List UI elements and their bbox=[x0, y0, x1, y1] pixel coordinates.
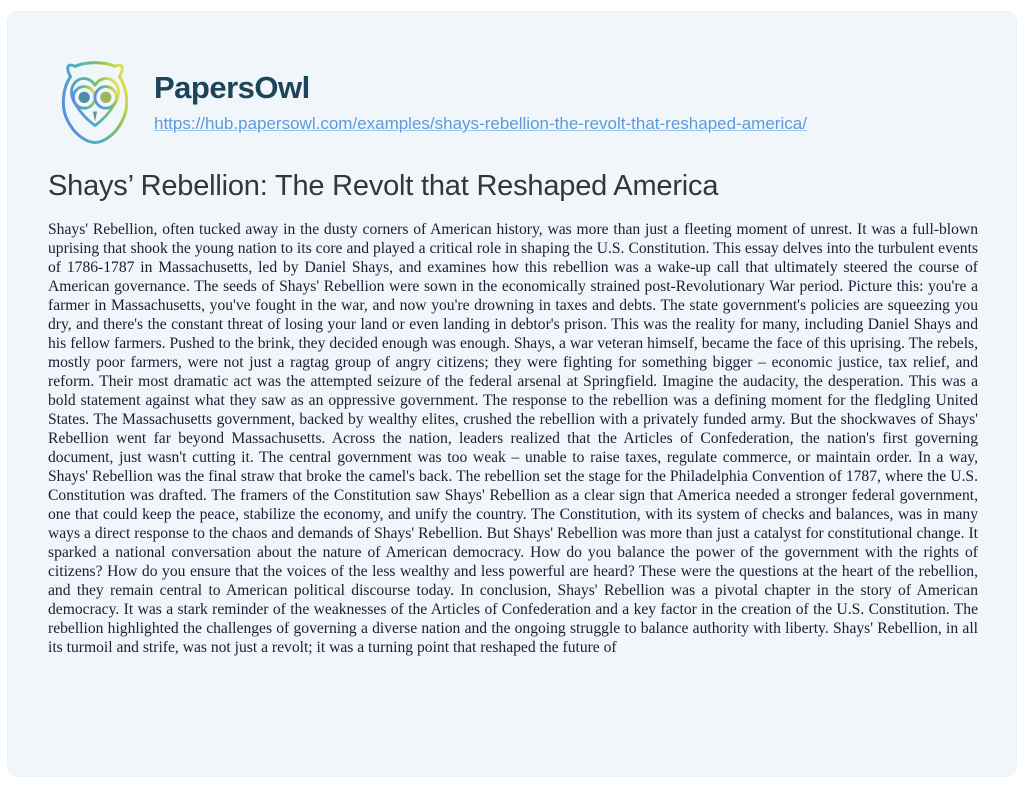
papersowl-owl-logo-icon bbox=[48, 54, 142, 152]
page-title: Shays’ Rebellion: The Revolt that Reshaped America bbox=[48, 170, 719, 202]
brand-name: PapersOwl bbox=[154, 70, 310, 105]
essay-body-text: Shays' Rebellion, often tucked away in the dusty corners of American history, was more than just a fleeting moment of unrest. It was a full-blown uprising that shook the young nation to its core and played a critical role in shaping the U.S. Constitution. This essay delves into the turbulent events of 1786-1787 in Massachusetts, led by Daniel Shays, and examines how this rebellion was a wake-up call that ultimately steered the course of American governance. The seeds of Shays' Rebellion were sown in the economically strained post-Revolutionary War period. Picture this: you're a farmer in Massachusetts, you've fought in the war, and now you're drowning in taxes and debts. The state government's policies are squeezing you dry, and there's the constant threat of losing your land or even landing in debtor's prison. This was the reality for many, including Daniel Shays and his fellow farmers. Pushed to the brink, they decided enough was enough. Shays, a war veteran himself, became the face of this uprising. The rebels, mostly poor farmers, were not just a ragtag group of angry citizens; they were fighting for something bigger – economic justice, tax relief, and reform. Their most dramatic act was the attempted seizure of the federal arsenal at Springfield. Imagine the audacity, the desperation. This was a bold statement against what they saw as an oppressive government. The response to the rebellion was a defining moment for the fledgling United States. The Massachusetts government, backed by wealthy elites, crushed the rebellion with a privately funded army. But the shockwaves of Shays' Rebellion went far beyond Massachusetts. Across the nation, leaders realized that the Articles of Confederation, the nation's first governing document, just wasn't cutting it. The central government was too weak – unable to raise taxes, regulate commerce, or maintain order. In a way, Shays' Rebellion was the final straw that broke the camel's back. The rebellion set the stage for the Philadelphia Convention of 1787, where the U.S. Constitution was drafted. The framers of the Constitution saw Shays' Rebellion as a clear sign that America needed a stronger federal government, one that could keep the peace, stabilize the economy, and unify the country. The Constitution, with its system of checks and balances, was in many ways a direct response to the chaos and demands of Shays' Rebellion. But Shays' Rebellion was more than just a catalyst for constitutional change. It sparked a national conversation about the nature of American democracy. How do you balance the power of the government with the rights of citizens? How do you ensure that the voices of the less wealthy and less powerful are heard? These were the questions at the heart of the rebellion, and they remain central to American political discourse today. In conclusion, Shays' Rebellion was a pivotal chapter in the story of American democracy. It was a stark reminder of the weaknesses of the Articles of Confederation and a key factor in the creation of the U.S. Constitution. The rebellion highlighted the challenges of governing a diverse nation and the ongoing struggle to balance authority with liberty. Shays' Rebellion, in all its turmoil and strife, was not just a revolt; it was a turning point that reshaped the future of bbox=[48, 221, 978, 656]
source-url-link[interactable]: https://hub.papersowl.com/examples/shays-rebellion-the-revolt-that-reshaped-america/ bbox=[154, 114, 807, 133]
page-card bbox=[8, 12, 1016, 776]
